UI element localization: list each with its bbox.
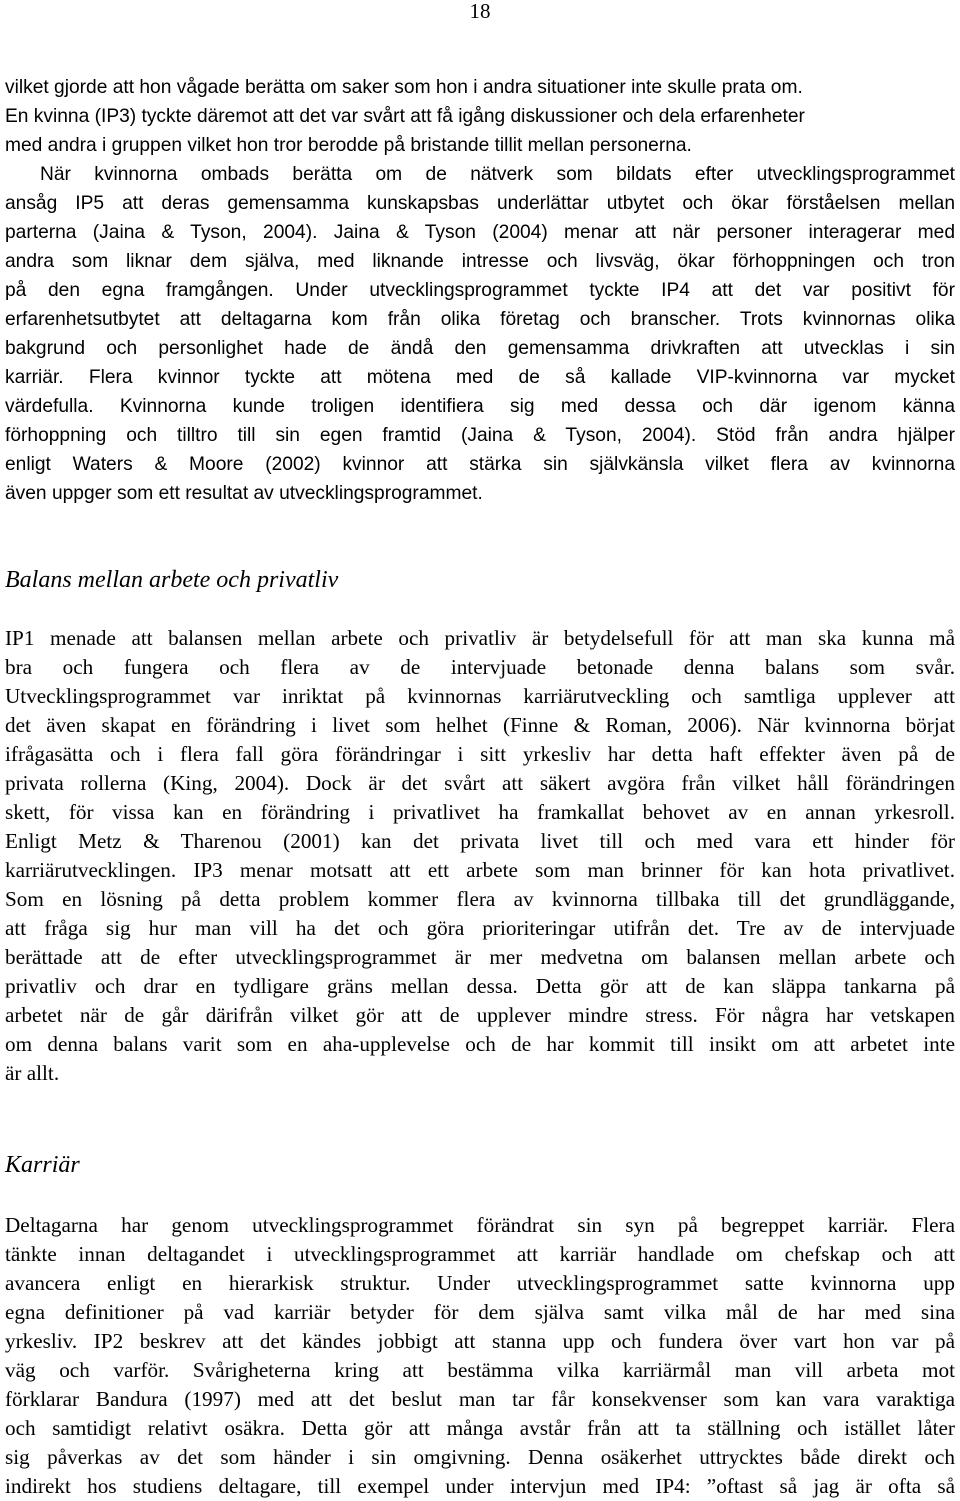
text-line: ansåg IP5 att deras gemensamma kunskapsbas underlättar utbytet och ökar förståelsen mellan (5, 193, 955, 214)
text-line: med andra i gruppen vilket hon tror berodde på bristande tillit mellan personerna. (5, 135, 692, 156)
text-line: parterna (Jaina & Tyson, 2004). Jaina & Tyson (2004) menar att när personer interagerar med (5, 222, 955, 243)
text-line: sig påverkas av det som händer i sin omgivning. Denna osäkerhet uttrycktes både direkt och (5, 1445, 955, 1469)
text-line: om denna balans varit som en aha-upplevelse och de har kommit till insikt om att arbetet inte (5, 1032, 955, 1056)
text-line: karriärutvecklingen. IP3 menar motsatt att ett arbete som man brinner för kan hota privatlivet. (5, 858, 955, 882)
text-line: att fråga sig hur man vill ha det och göra prioriteringar utifrån det. Tre av de intervjuade (5, 916, 955, 940)
text-line: förklarar Bandura (1997) med att det beslut man tar får konsekvenser som kan vara varaktiga (5, 1387, 955, 1411)
text-line: bakgrund och personlighet hade de ändå den gemensamma drivkraften att utvecklas i sin (5, 338, 955, 359)
text-line: vilket gjorde att hon vågade berätta om saker som hon i andra situationer inte skulle prata om. (5, 77, 803, 98)
text-line: En kvinna (IP3) tyckte däremot att det var svårt att få igång diskussioner och dela erfarenheter (5, 106, 805, 127)
text-line: När kvinnorna ombads berätta om de nätverk som bildats efter utvecklingsprogrammet (40, 164, 955, 185)
text-line: andra som liknar dem själva, med liknande intresse och livsväg, ökar förhoppningen och tron (5, 251, 955, 272)
text-line: privata rollerna (King, 2004). Dock är det svårt att säkert avgöra från vilket håll förändringen (5, 771, 955, 795)
text-line: Som en lösning på detta problem kommer flera av kvinnorna tillbaka till det grundläggande, (5, 887, 955, 911)
text-line: tänkte innan deltagandet i utvecklingsprogrammet att karriär handlade om chefskap och att (5, 1242, 955, 1266)
text-line: ifrågasätta och i flera fall göra förändringar i sitt yrkesliv har detta haft effekter även på de (5, 742, 955, 766)
text-line: det även skapat en förändring i livet som helhet (Finne & Roman, 2006). När kvinnorna börjat (5, 713, 955, 737)
text-line: berättade att de efter utvecklingsprogrammet är mer medvetna om balansen mellan arbete och (5, 945, 955, 969)
text-line: är allt. (5, 1061, 60, 1085)
text-line: privatliv och drar en tydligare gräns mellan dessa. Detta gör att de kan släppa tankarna på (5, 974, 955, 998)
text-line: yrkesliv. IP2 beskrev att det kändes jobbigt att stanna upp och fundera över vart hon var på (5, 1329, 955, 1353)
text-line: på den egna framgången. Under utvecklingsprogrammet tyckte IP4 att det var positivt för (5, 280, 955, 301)
text-line: arbetet när de går därifrån vilket gör att de upplever mindre stress. För några har vetskapen (5, 1003, 955, 1027)
text-line: förhoppning och tilltro till sin egen framtid (Jaina & Tyson, 2004). Stöd från andra hjälper (5, 425, 955, 446)
section-heading: Karriär (5, 1152, 80, 1178)
text-line: Deltagarna har genom utvecklingsprogrammet förändrat sin syn på begreppet karriär. Flera (5, 1213, 955, 1237)
text-line: egna definitioner på vad karriär betyder för dem själva samt vilka mål de har med sina (5, 1300, 955, 1324)
page-number: 18 (469, 0, 491, 23)
text-line: avancera enligt en hierarkisk struktur. Under utvecklingsprogrammet satte kvinnorna upp (5, 1271, 955, 1295)
text-line: även uppger som ett resultat av utvecklingsprogrammet. (5, 483, 483, 504)
text-line: bra och fungera och flera av de intervjuade betonade denna balans som svår. (5, 655, 955, 679)
text-line: värdefulla. Kvinnorna kunde troligen identifiera sig med dessa och där igenom känna (5, 396, 955, 417)
text-line: skett, för vissa kan en förändring i privatlivet ha framkallat behovet av en annan yrkesroll. (5, 800, 955, 824)
text-line: enligt Waters & Moore (2002) kvinnor att stärka sin självkänsla vilket flera av kvinnorna (5, 454, 955, 475)
text-line: erfarenhetsutbytet att deltagarna kom från olika företag och branscher. Trots kvinnornas olika (5, 309, 955, 330)
text-line: indirekt hos studiens deltagare, till exempel under intervjun med IP4: ”oftast så jag är ofta så (5, 1474, 955, 1498)
text-line: karriär. Flera kvinnor tyckte att mötena med de så kallade VIP-kvinnorna var mycket (5, 367, 955, 388)
section-heading: Balans mellan arbete och privatliv (5, 567, 339, 593)
text-line: och samtidigt relativt osäkra. Detta gör att många avstår från att ta ställning och istället låter (5, 1416, 955, 1440)
text-line: väg och varför. Svårigheterna kring att bestämma vilka karriärmål man vill arbeta mot (5, 1358, 955, 1382)
text-line: IP1 menade att balansen mellan arbete och privatliv är betydelsefull för att man ska kunna må (5, 626, 955, 650)
text-line: Utvecklingsprogrammet var inriktat på kvinnornas karriärutveckling och samtliga upplever att (5, 684, 955, 708)
text-line: Enligt Metz & Tharenou (2001) kan det privata livet till och med vara ett hinder för (5, 829, 955, 853)
